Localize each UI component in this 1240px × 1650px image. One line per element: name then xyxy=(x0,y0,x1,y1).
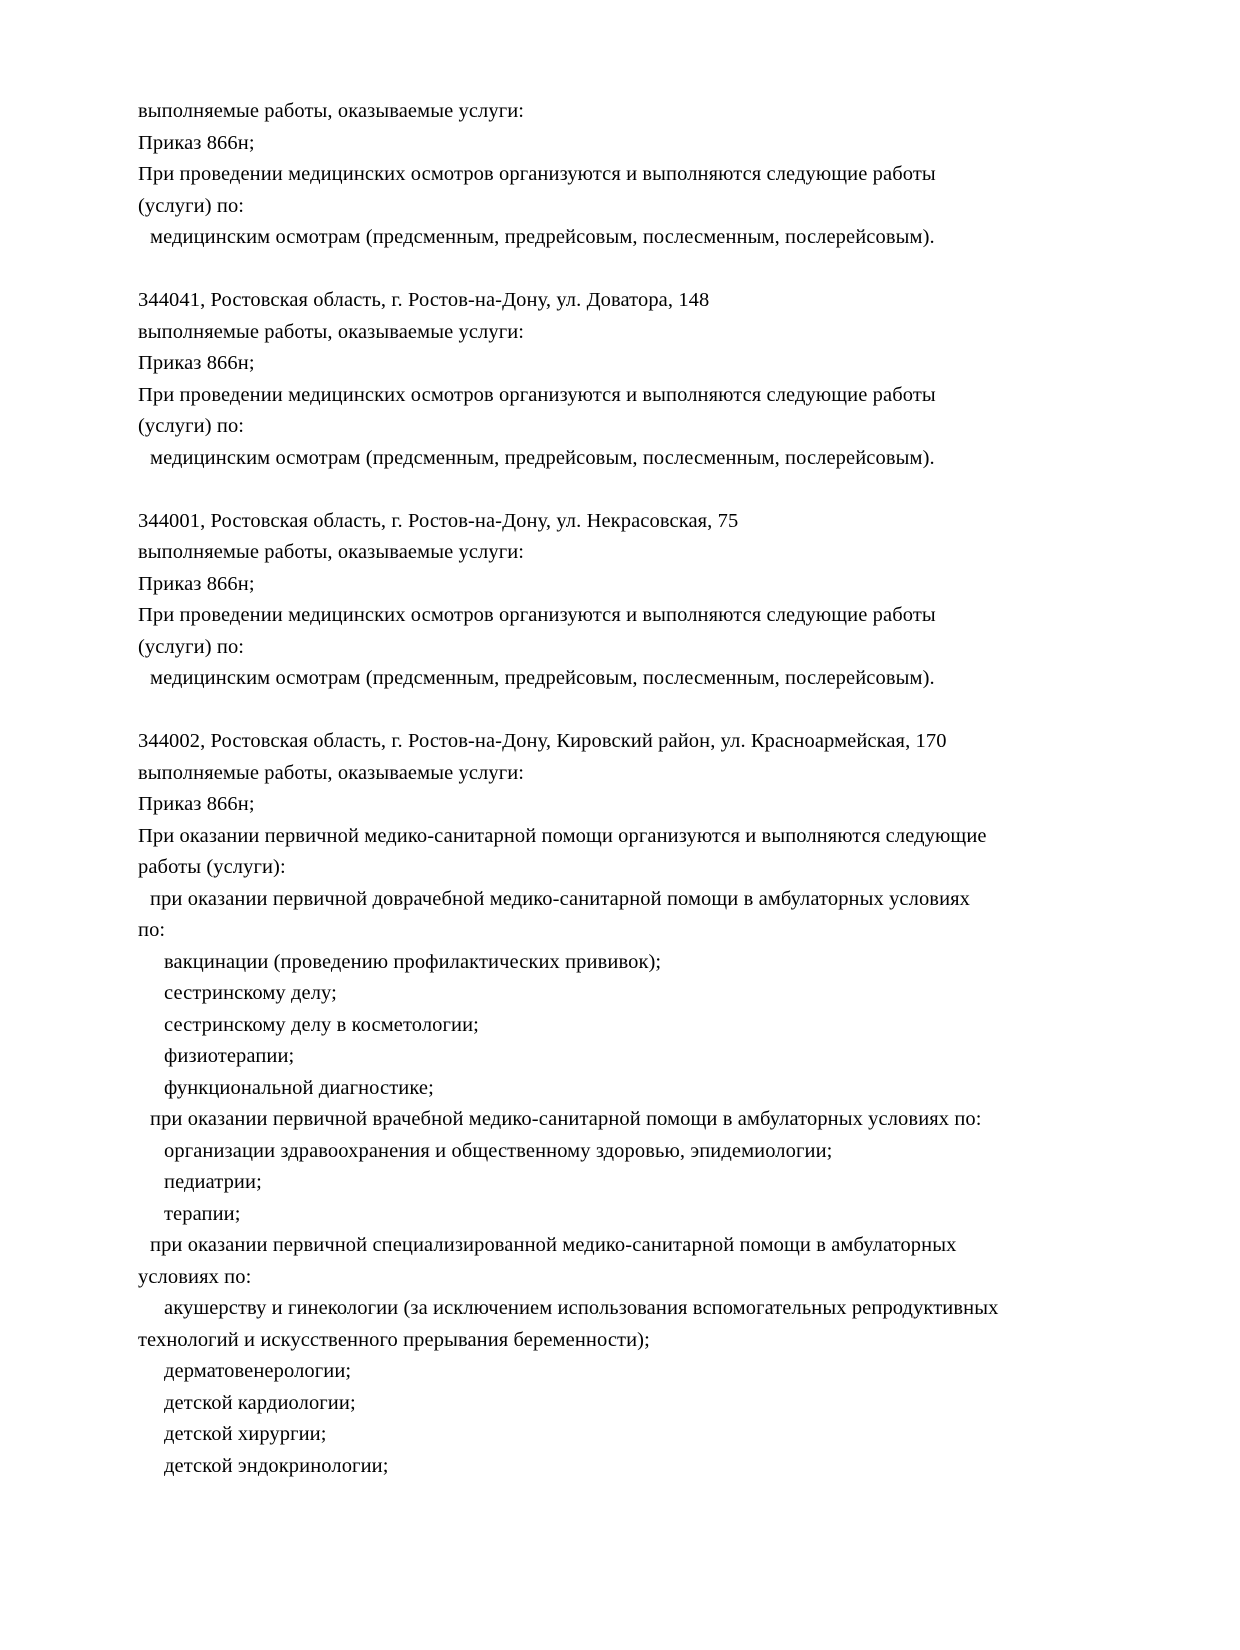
text-line: Приказ 866н; xyxy=(138,131,255,154)
text-line: (услуги) по: xyxy=(138,194,245,217)
text-line: При проведении медицинских осмотров организуются и выполняются следующие работы xyxy=(138,383,936,406)
text-line: При оказании первичной медико-санитарной помощи организуются и выполняются следующие xyxy=(138,824,987,847)
text-line: сестринскому делу; xyxy=(164,982,337,1004)
text-line: При проведении медицинских осмотров организуются и выполняются следующие работы xyxy=(138,163,936,185)
block-nekrasovskaya-75 xyxy=(138,506,1098,695)
text-line: При проведении медицинских осмотров организуются и выполняются следующие работы xyxy=(138,604,936,626)
text-line: функциональной диагностике; xyxy=(164,1076,434,1099)
text-line: детской кардиологии; xyxy=(164,1391,356,1414)
text-line: технологий и искусственного прерывания беременности); xyxy=(138,1328,650,1351)
text-line: медицинским осмотрам (предсменным, предрейсовым, послесменным, послерейсовым). xyxy=(150,446,935,469)
text-line: работы (услуги): xyxy=(138,856,286,878)
paragraph-spacer xyxy=(138,695,1098,727)
text-line: при оказании первичной врачебной медико-санитарной помощи в амбулаторных условиях по: xyxy=(150,1108,982,1130)
text-line: педиатрии; xyxy=(164,1171,262,1193)
text-line: 344001, Ростовская область, г. Ростов-на-Дону, ул. Некрасовская, 75 xyxy=(138,509,739,532)
text-line: Приказ 866н; xyxy=(138,352,255,374)
text-line: Приказ 866н; xyxy=(138,572,255,595)
text-line: вакцинации (проведению профилактических прививок); xyxy=(164,950,662,973)
text-line: (услуги) по: xyxy=(138,415,245,437)
block-intro xyxy=(138,96,1098,254)
paragraph-spacer xyxy=(138,254,1098,286)
text-line: выполняемые работы, оказываемые услуги: xyxy=(138,541,525,563)
text-line: организации здравоохранения и общественному здоровью, эпидемиологии; xyxy=(164,1139,833,1162)
text-line: дерматовенерологии; xyxy=(164,1360,352,1382)
text-line: медицинским осмотрам (предсменным, предрейсовым, послесменным, послерейсовым). xyxy=(150,226,935,248)
text-line: физиотерапии; xyxy=(164,1045,295,1067)
text-line: сестринскому делу в косметологии; xyxy=(164,1013,479,1036)
text-line: Приказ 866н; xyxy=(138,793,255,815)
text-line: по: xyxy=(138,919,166,941)
text-line: детской хирургии; xyxy=(164,1423,327,1445)
text-line: медицинским осмотрам (предсменным, предрейсовым, послесменным, послерейсовым). xyxy=(150,667,935,689)
document-body xyxy=(138,96,1098,1482)
paragraph-spacer xyxy=(138,474,1098,506)
block-krasnoarmeyskaya-170 xyxy=(138,726,1098,1482)
text-line: (услуги) по: xyxy=(138,635,245,658)
text-line: 344002, Ростовская область, г. Ростов-на-Дону, Кировский район, ул. Красноармейская, 170 xyxy=(138,730,947,752)
block-dovatora-148 xyxy=(138,285,1098,474)
text-line: при оказании первичной специализированной медико-санитарной помощи в амбулаторных xyxy=(150,1234,957,1256)
text-line: при оказании первичной доврачебной медико-санитарной помощи в амбулаторных условиях xyxy=(150,887,971,910)
text-line: 344041, Ростовская область, г. Ростов-на-Дону, ул. Доватора, 148 xyxy=(138,289,710,311)
text-line: условиях по: xyxy=(138,1265,252,1288)
text-line: детской эндокринологии; xyxy=(164,1454,389,1477)
text-line: терапии; xyxy=(164,1202,241,1225)
text-line: выполняемые работы, оказываемые услуги: xyxy=(138,100,525,122)
text-line: акушерству и гинекологии (за исключением использования вспомогательных репродуктивных xyxy=(164,1297,999,1319)
text-line: выполняемые работы, оказываемые услуги: xyxy=(138,761,525,784)
text-line: выполняемые работы, оказываемые услуги: xyxy=(138,320,525,343)
